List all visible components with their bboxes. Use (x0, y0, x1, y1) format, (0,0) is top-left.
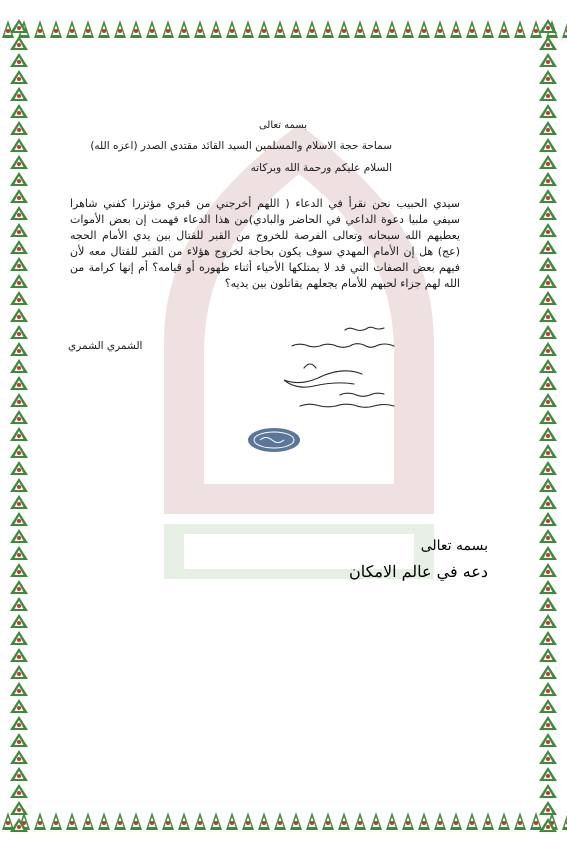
letter-basmala: بسمه تعالى (258, 120, 308, 131)
letter-greeting: السلام عليكم ورحمة الله وبركاته (250, 162, 392, 174)
seal-stamp (248, 428, 300, 452)
handwritten-reply-and-seal (234, 324, 404, 464)
decorative-border-left (8, 18, 30, 832)
decorative-border-bottom (0, 810, 567, 832)
reply-heading: بسمه تعالى (420, 538, 488, 554)
decorative-border-right (537, 18, 559, 832)
letter-body: سيدي الحبيب نحن نقرأ في الدعاء ( اللهم أخرجني من قبري مؤتزرا كفني شاهرا سيفي ملبيا دعوة الداعي في الحاضر والبادي)من هذا الدعاء فهمت إن بعض الأموات يعطيهم الله سبحانه وتعالى الفرصة للخروج من القبر للقتال بين يدي الأمام الحجه (عج) هل إن الأمام المهدي سوف يكون بحاجة لخروج هؤلاء من القبر للقتال معه لأن فيهم بعض الصفات التي قد لا يمتلكها الأحياء أثناء ظهوره أو قيامه؟ أم إنها كرامة من الله لهم جزاء لحبهم للأمام يجعلهم يقاتلون بين يديه؟ (70, 197, 460, 290)
document-page (34, 44, 532, 806)
letter-signature: الشمري الشمري (68, 340, 143, 352)
reply-text: دعه في عالم الامكان (348, 562, 488, 581)
decorative-border-top (0, 18, 567, 40)
letter-addressee: سماحة حجة الاسلام والمسلمين السيد القائد مقتدى الصدر (اعزه الله) (90, 140, 392, 152)
